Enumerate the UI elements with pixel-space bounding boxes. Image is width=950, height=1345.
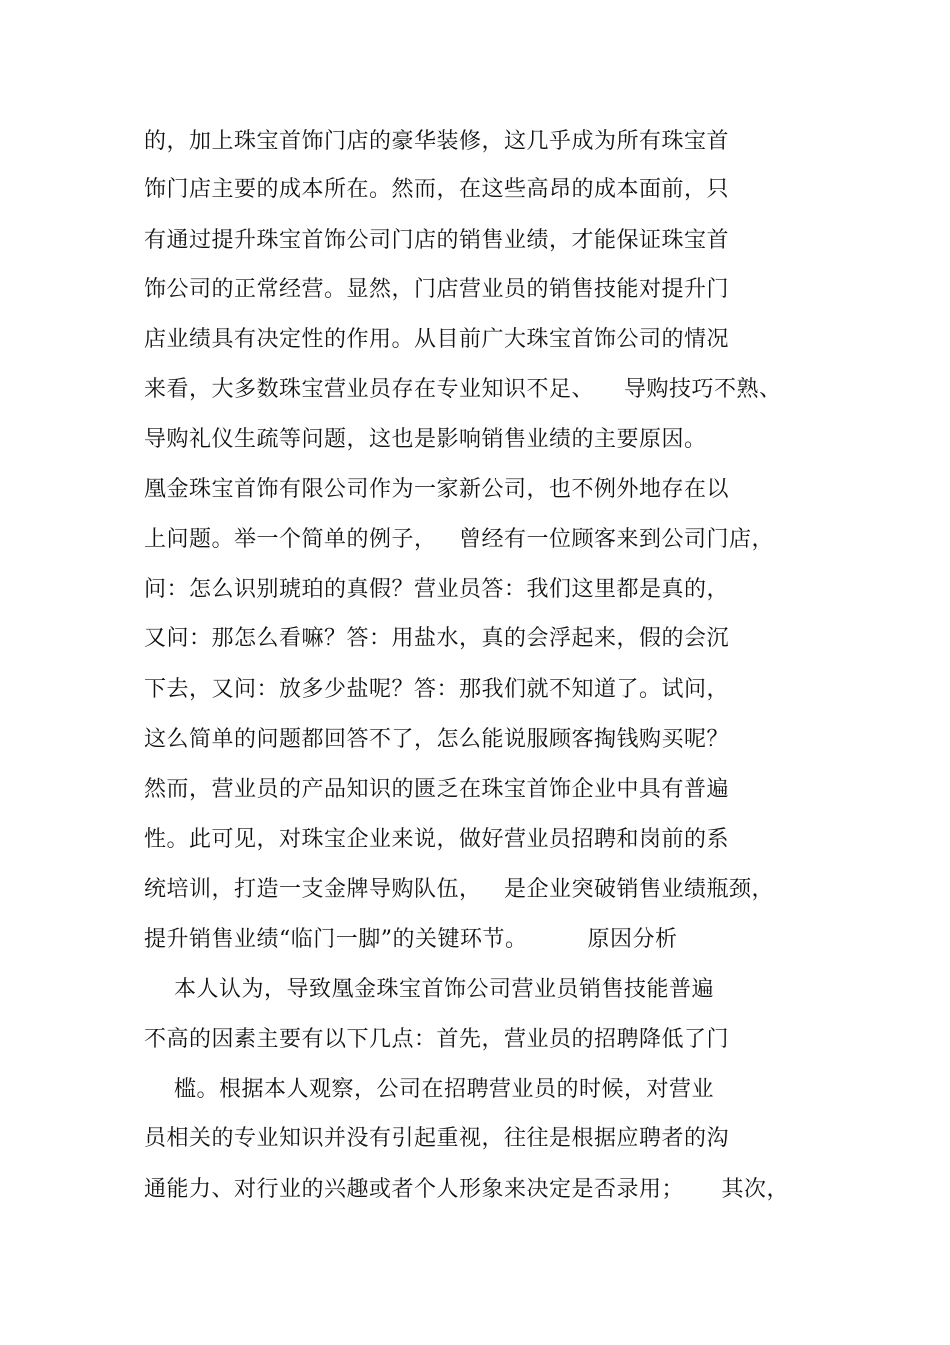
paragraph-line: 问：怎么识别琥珀的真假？营业员答：我们这里都是真的，	[144, 577, 730, 602]
paragraph-line: 这么简单的问题都回答不了，怎么能说服顾客掏钱购买呢？	[144, 727, 730, 752]
paragraph-line: 饰门店主要的成本所在。然而，在这些高昂的成本面前，只	[144, 177, 730, 202]
paragraph-line: 提升销售业绩“临门一脚”的关键环节。 原因分析	[144, 927, 678, 952]
paragraph-line: 又问：那怎么看嘛？答：用盐水，真的会浮起来，假的会沉	[144, 626, 730, 651]
paragraph-line: 下去，又问：放多少盐呢？答：那我们就不知道了。试问，	[144, 677, 730, 702]
paragraph-line: 有通过提升珠宝首饰公司门店的销售业绩，才能保证珠宝首	[144, 228, 730, 253]
paragraph-line: 员相关的专业知识并没有引起重视，往往是根据应聘者的沟	[144, 1126, 730, 1151]
paragraph-line: 不高的因素主要有以下几点：首先，营业员的招聘降低了门	[144, 1027, 730, 1052]
paragraph-line: 导购礼仪生疏等问题，这也是影响销售业绩的主要原因。	[144, 427, 707, 452]
paragraph-line: 上问题。举一个简单的例子， 曾经有一位顾客来到公司门店，	[144, 527, 774, 552]
paragraph-line: 通能力、对行业的兴趣或者个人形象来决定是否录用； 其次，	[144, 1177, 789, 1202]
paragraph-line: 统培训，打造一支金牌导购队伍， 是企业突破销售业绩瓶颈，	[144, 877, 774, 902]
paragraph-line: 的，加上珠宝首饰门店的豪华装修，这几乎成为所有珠宝首	[144, 129, 730, 154]
paragraph-line: 凰金珠宝首饰有限公司作为一家新公司，也不例外地存在以	[144, 477, 730, 502]
paragraph-line: 店业绩具有决定性的作用。从目前广大珠宝首饰公司的情况	[144, 327, 730, 352]
paragraph-line: 性。此可见，对珠宝企业来说，做好营业员招聘和岗前的系	[144, 827, 730, 852]
paragraph-line: 槛。根据本人观察，公司在招聘营业员的时候，对营业	[144, 1077, 714, 1102]
paragraph-line: 本人认为，导致凰金珠宝首饰公司营业员销售技能普遍	[144, 977, 714, 1002]
paragraph-line: 饰公司的正常经营。显然，门店营业员的销售技能对提升门	[144, 277, 730, 302]
paragraph-line: 来看，大多数珠宝营业员存在专业知识不足、 导购技巧不熟、	[144, 377, 782, 402]
paragraph-line: 然而，营业员的产品知识的匮乏在珠宝首饰企业中具有普遍	[144, 777, 730, 802]
